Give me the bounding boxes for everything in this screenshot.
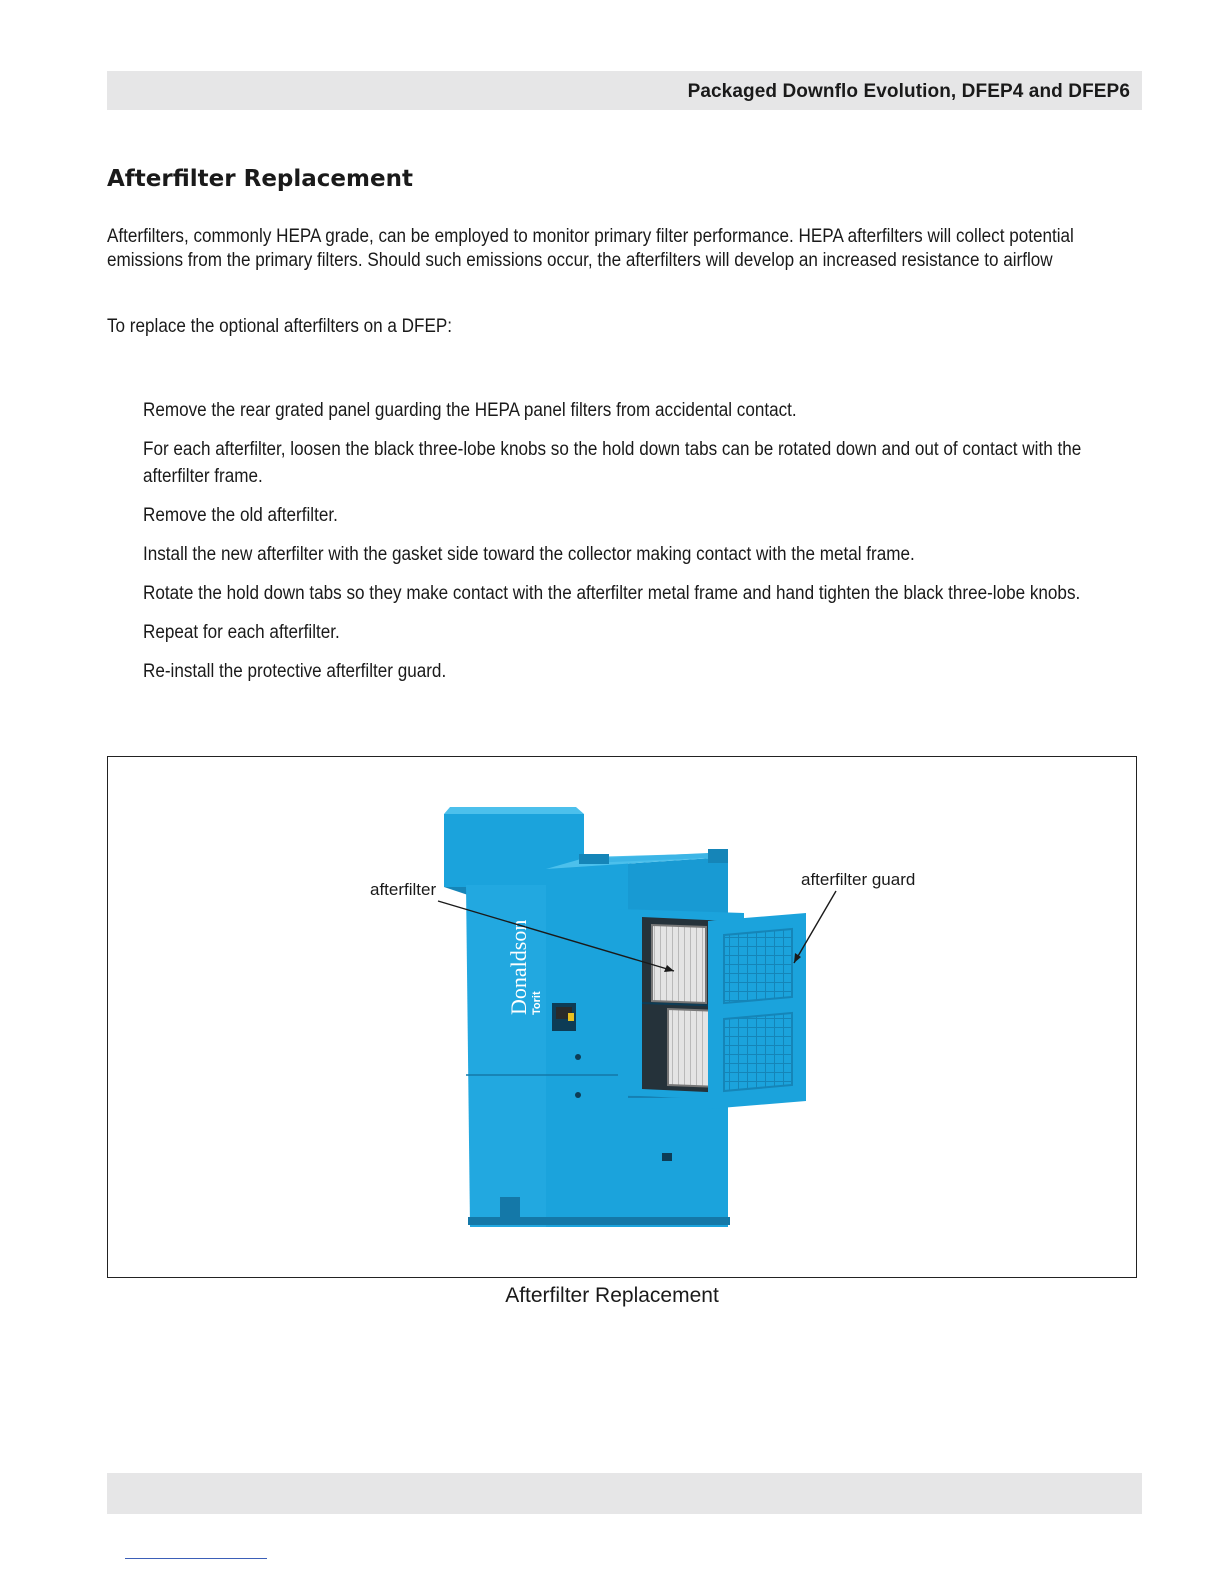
callout-guard xyxy=(794,870,915,963)
header-bar xyxy=(107,71,1142,110)
procedure-step: For each afterfilter, loosen the black three-lobe knobs so the hold down tabs can be rotated down and out of contact with the afterfilter frame. xyxy=(143,439,1082,487)
footer-rule xyxy=(125,1558,267,1559)
label-afterfilter-guard: afterfilter guard xyxy=(801,870,916,889)
procedure-step: Remove the rear grated panel guarding the HEPA panel filters from accidental contact. xyxy=(143,400,797,421)
afterfilter-guard xyxy=(708,913,806,1109)
afterfilter-upper xyxy=(652,925,706,1003)
footer-bar xyxy=(107,1473,1142,1514)
procedure-step: Re-install the protective afterfilter guard. xyxy=(143,661,447,682)
intro-line-1: Afterfilters, commonly HEPA grade, can be employed to monitor primary filter performance. HEPA afterfilters will collect potential xyxy=(107,226,1074,247)
procedure-lead: To replace the optional afterfilters on a DFEP: xyxy=(107,316,453,337)
svg-text:Torit: Torit xyxy=(531,991,543,1015)
document-title: Packaged Downflo Evolution, DFEP4 and DFEP6 xyxy=(687,81,1130,102)
intro-line-2: emissions from the primary filters. Should such emissions occur, the afterfilters will develop an increased resistance to airflow xyxy=(107,250,1053,271)
collector-illustration xyxy=(108,757,1138,1279)
figure-frame xyxy=(107,756,1137,1278)
label-afterfilter: afterfilter xyxy=(370,880,437,899)
procedure-step: Rotate the hold down tabs so they make contact with the afterfilter metal frame and hand tighten the black three-lobe knobs. xyxy=(143,583,1081,604)
svg-text:Donaldson: Donaldson xyxy=(506,919,531,1015)
intro-paragraph xyxy=(107,225,1137,273)
procedure-step: Remove the old afterfilter. xyxy=(143,505,338,526)
section-title: Afterfilter Replacement xyxy=(107,166,413,192)
procedure-steps xyxy=(143,397,1142,697)
procedure-step: Repeat for each afterfilter. xyxy=(143,622,340,643)
procedure-step: Install the new afterfilter with the gasket side toward the collector making contact with the metal frame. xyxy=(143,544,915,565)
figure-caption: Afterfilter Replacement xyxy=(505,1284,719,1307)
